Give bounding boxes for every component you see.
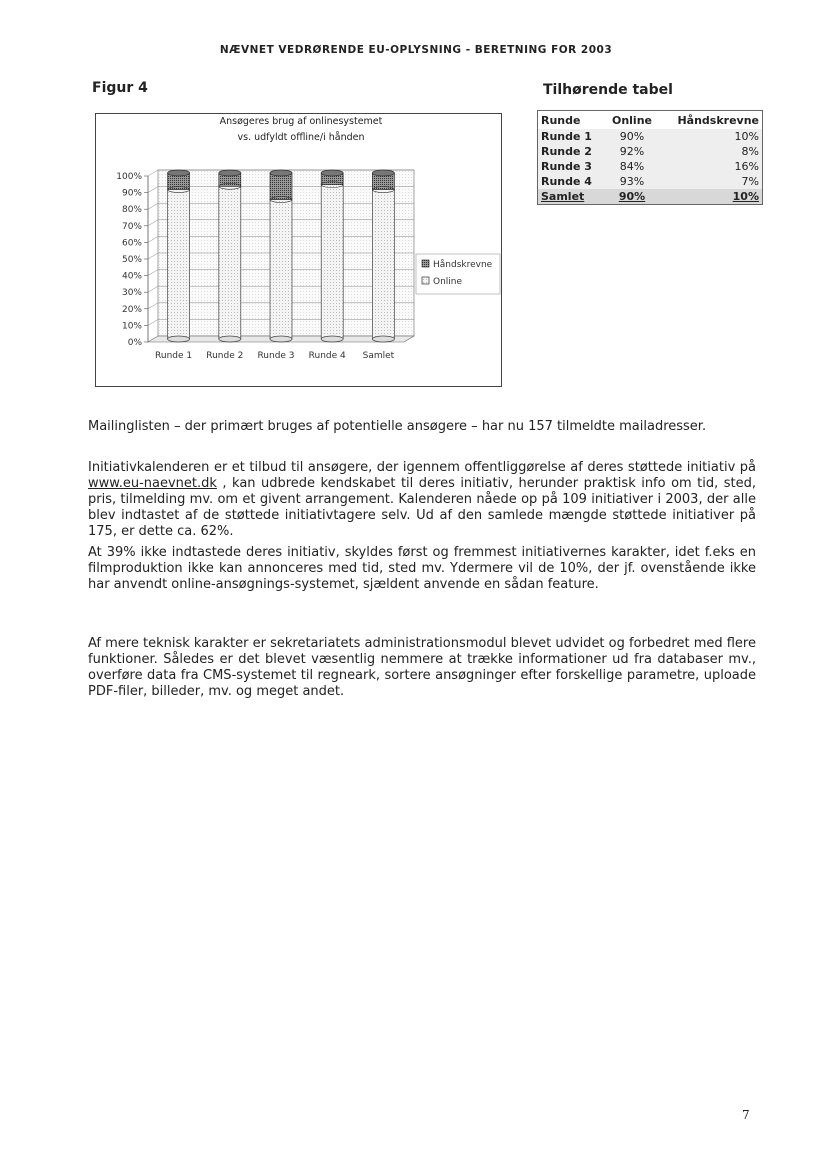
table-cell-handskrevne: 10% xyxy=(659,129,762,144)
page-header: NÆVNET VEDRØRENDE EU-OPLYSNING - BERETNING FOR 2003 xyxy=(219,44,613,56)
chart-frame xyxy=(95,113,502,387)
bar-group xyxy=(168,170,190,342)
paragraph-admin-module: Af mere teknisk karakter er sekretariatets administrationsmodul blevet udvidet og forbedret med flere funktioner. Således er det blevet væsentlig nemmere at trække informationer ud fra databaser mv., overføre data fra CMS-systemet til regneark, sortere ansøgninger efter forskellige parametre, uploade PDF-filer, billeder, mv. og meget andet. xyxy=(88,636,756,699)
stacked-bar-chart xyxy=(96,114,501,386)
bar-online xyxy=(168,190,190,339)
bar-base xyxy=(168,336,190,342)
y-tick-label: 40% xyxy=(121,271,142,282)
table-header-online: Online xyxy=(611,114,652,127)
table-cell-handskrevne: 8% xyxy=(659,144,762,159)
y-tick-label: 50% xyxy=(121,255,142,265)
bar-group xyxy=(270,170,292,342)
bar-base xyxy=(321,336,343,342)
bar-top xyxy=(270,170,292,176)
table-header-row xyxy=(538,111,762,129)
paragraph-text: , kan udbrede kendskabet til deres initiativ, herunder praktisk info om tid, sted, pris, tilmelding mv. om et givent arrangement. Kalenderen nåede op på 109 initiativer i 2003, der alle blev indtastet af de støttede initiativtagere selv. Ud af den samlede mængde støttede initiativer på 175, er dette ca. 62%. xyxy=(88,476,756,539)
table-cell-runde: Runde 1 xyxy=(538,129,605,144)
table-label: Tilhørende tabel xyxy=(543,82,673,98)
bar-online xyxy=(321,185,343,339)
table-cell-handskrevne: 16% xyxy=(659,159,762,174)
table-cell-runde: Runde 2 xyxy=(538,144,605,159)
bar-handskrevne xyxy=(270,173,292,200)
chart-title-line1: Ansøgeres brug af onlinesystemet xyxy=(219,116,383,127)
table-cell-online: 92% xyxy=(605,144,659,159)
table-header-runde: Runde xyxy=(541,114,581,127)
figure-label: Figur 4 xyxy=(92,80,148,96)
y-tick-label: 60% xyxy=(121,238,142,249)
table-header-handskrevne: Håndskrevne xyxy=(677,114,759,127)
table-cell-online: 90% xyxy=(605,129,659,144)
x-tick-label: Runde 2 xyxy=(206,351,244,361)
table-row xyxy=(538,144,762,159)
x-tick-label: Samlet xyxy=(362,351,395,361)
y-tick-label: 90% xyxy=(121,188,142,199)
y-tick-label: 80% xyxy=(121,205,142,216)
bar-base xyxy=(219,336,241,342)
table-row xyxy=(538,129,762,144)
bar-top xyxy=(219,170,241,176)
legend-label: Online xyxy=(433,277,463,287)
table-cell-runde: Runde 3 xyxy=(538,159,605,174)
y-tick-label: 30% xyxy=(121,288,142,299)
table-row xyxy=(538,159,762,174)
y-tick-label: 100% xyxy=(116,172,142,182)
data-table xyxy=(537,110,763,205)
page-number: 7 xyxy=(742,1108,750,1122)
table-cell-online: 90% xyxy=(605,189,659,204)
bar-online xyxy=(372,190,394,339)
y-tick-label: 0% xyxy=(127,338,142,348)
bar-top xyxy=(321,170,343,176)
bar-top xyxy=(168,170,190,176)
bar-online xyxy=(270,200,292,339)
table-cell-runde: Samlet xyxy=(538,189,605,204)
table-total-row xyxy=(538,189,762,204)
table-cell-runde: Runde 4 xyxy=(538,174,605,189)
paragraph-text: Initiativkalenderen er et tilbud til ansøgere, der igennem offentliggørelse af deres støttede initiativ på xyxy=(88,460,756,475)
bar-base xyxy=(270,336,292,342)
legend-swatch xyxy=(422,277,429,284)
legend-swatch xyxy=(422,260,429,267)
y-tick-label: 20% xyxy=(121,304,142,315)
table-cell-handskrevne: 7% xyxy=(659,174,762,189)
y-tick-label: 10% xyxy=(121,321,142,332)
paragraph-mailinglist: Mailinglisten – der primært bruges af potentielle ansøgere – har nu 157 tilmeldte mailadresser. xyxy=(88,419,707,434)
table-cell-online: 84% xyxy=(605,159,659,174)
x-tick-label: Runde 4 xyxy=(308,351,346,361)
table-cell-online: 93% xyxy=(605,174,659,189)
bar-online xyxy=(219,186,241,339)
y-tick-label: 70% xyxy=(121,221,142,232)
table-row xyxy=(538,174,762,189)
paragraph-reason: At 39% ikke indtastede deres initiativ, skyldes først og fremmest initiativernes karakter, idet f.eks en filmproduktion ikke kan annonceres med tid, sted mv. Ydermere vil de 10%, der jf. ovenstående ikke har anvendt online-ansøgnings-systemet, sjældent anvende en sådan feature. xyxy=(88,545,756,592)
x-tick-label: Runde 3 xyxy=(257,351,295,361)
bar-base xyxy=(372,336,394,342)
bar-group xyxy=(321,170,343,342)
paragraph-initiative-calendar xyxy=(88,460,756,540)
legend-label: Håndskrevne xyxy=(433,260,493,270)
bar-top xyxy=(372,170,394,176)
table-cell-handskrevne: 10% xyxy=(659,189,762,204)
bar-group xyxy=(372,170,394,342)
chart-title-line2: vs. udfyldt offline/i hånden xyxy=(237,132,365,143)
bar-group xyxy=(219,170,241,342)
website-link[interactable]: www.eu-naevnet.dk xyxy=(88,476,217,491)
x-tick-label: Runde 1 xyxy=(155,351,193,361)
